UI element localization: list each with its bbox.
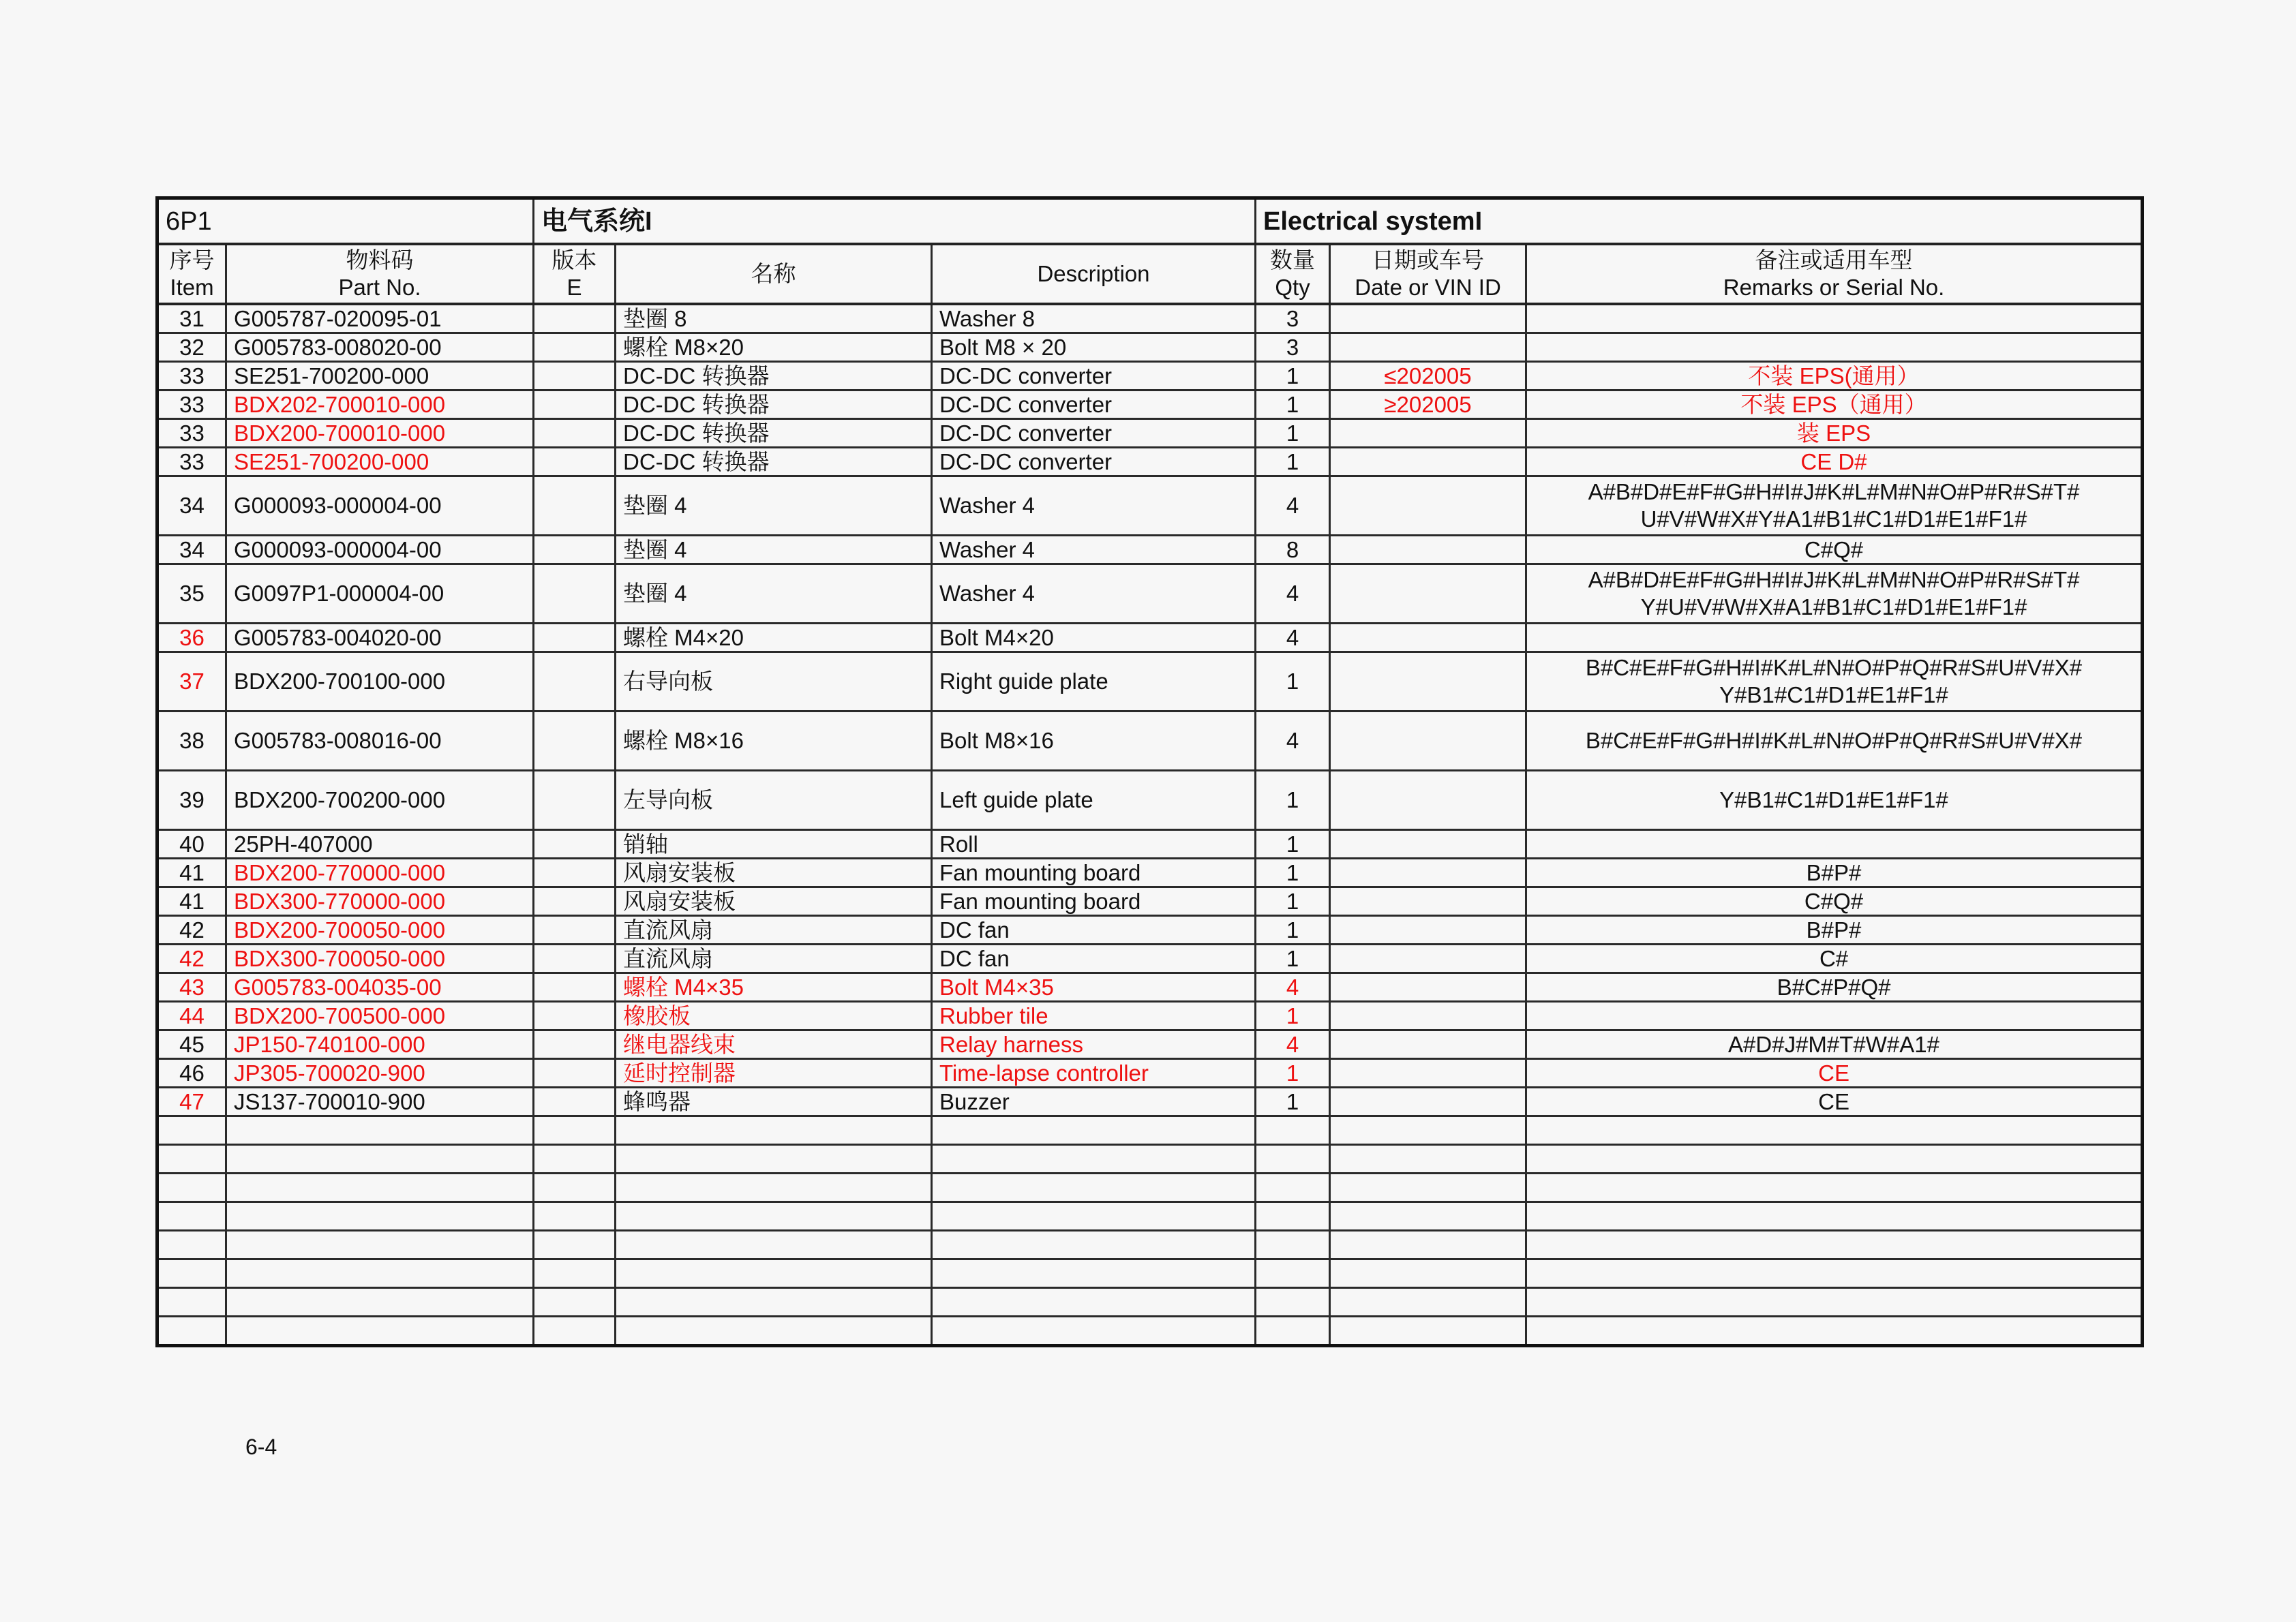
cell-part: G005783-004035-00 bbox=[226, 973, 534, 1002]
cell-remarks: 不装 EPS（通用） bbox=[1526, 391, 2143, 419]
header-part-no: 物料码 Part No. bbox=[226, 244, 534, 304]
cell-remarks: B#C#E#F#G#H#I#K#L#N#O#P#Q#R#S#U#V#X# bbox=[1526, 711, 2143, 771]
table-row bbox=[157, 830, 2143, 859]
empty-cell bbox=[534, 1202, 616, 1231]
table-row bbox=[157, 1059, 2143, 1088]
empty-cell bbox=[616, 1231, 932, 1259]
header-description: Description bbox=[932, 244, 1256, 304]
empty-cell bbox=[157, 1202, 226, 1231]
cell-desc: Bolt M8×16 bbox=[932, 711, 1256, 771]
empty-cell bbox=[1526, 1288, 2143, 1317]
cell-item: 40 bbox=[157, 830, 226, 859]
cell-part: JP305-700020-900 bbox=[226, 1059, 534, 1088]
page-number: 6-4 bbox=[245, 1435, 277, 1459]
header-date: 日期或车号 Date or VIN ID bbox=[1330, 244, 1526, 304]
cell-date bbox=[1330, 304, 1526, 333]
cell-part: G0097P1-000004-00 bbox=[226, 564, 534, 624]
cell-name: 螺栓 M4×20 bbox=[616, 624, 932, 652]
empty-cell bbox=[1256, 1116, 1330, 1145]
cell-part: BDX300-700050-000 bbox=[226, 945, 534, 973]
empty-cell bbox=[157, 1288, 226, 1317]
cell-item: 46 bbox=[157, 1059, 226, 1088]
empty-cell bbox=[1526, 1202, 2143, 1231]
cell-name: 垫圈 4 bbox=[616, 476, 932, 536]
cell-name: 螺栓 M8×16 bbox=[616, 711, 932, 771]
empty-cell bbox=[616, 1259, 932, 1288]
cell-desc: Fan mounting board bbox=[932, 887, 1256, 916]
cell-date bbox=[1330, 711, 1526, 771]
empty-row bbox=[157, 1231, 2143, 1259]
empty-cell bbox=[616, 1317, 932, 1346]
table-row bbox=[157, 333, 2143, 362]
table-row bbox=[157, 652, 2143, 711]
cell-remarks: 不装 EPS(通用） bbox=[1526, 362, 2143, 391]
table-row bbox=[157, 419, 2143, 448]
cell-name: 风扇安装板 bbox=[616, 859, 932, 887]
cell-date bbox=[1330, 859, 1526, 887]
cell-remarks: CE D# bbox=[1526, 448, 2143, 476]
cell-name: 垫圈 8 bbox=[616, 304, 932, 333]
cell-item: 34 bbox=[157, 476, 226, 536]
cell-remarks: Y#B1#C1#D1#E1#F1# bbox=[1526, 771, 2143, 830]
cell-part: BDX200-700200-000 bbox=[226, 771, 534, 830]
empty-cell bbox=[932, 1202, 1256, 1231]
empty-cell bbox=[534, 1116, 616, 1145]
empty-cell bbox=[932, 1288, 1256, 1317]
cell-remarks: CE bbox=[1526, 1059, 2143, 1088]
cell-part: BDX200-770000-000 bbox=[226, 859, 534, 887]
empty-cell bbox=[226, 1202, 534, 1231]
header-name: 名称 bbox=[616, 244, 932, 304]
empty-cell bbox=[1330, 1174, 1526, 1202]
cell-item: 41 bbox=[157, 859, 226, 887]
table-row bbox=[157, 945, 2143, 973]
cell-date bbox=[1330, 419, 1526, 448]
cell-desc: DC-DC converter bbox=[932, 419, 1256, 448]
cell-remarks bbox=[1526, 624, 2143, 652]
empty-row bbox=[157, 1116, 2143, 1145]
cell-rev bbox=[534, 945, 616, 973]
empty-cell bbox=[1330, 1259, 1526, 1288]
cell-qty: 1 bbox=[1256, 771, 1330, 830]
cell-rev bbox=[534, 1088, 616, 1116]
cell-rev bbox=[534, 1059, 616, 1088]
cell-part: 25PH-407000 bbox=[226, 830, 534, 859]
cell-date bbox=[1330, 1002, 1526, 1030]
cell-desc: Rubber tile bbox=[932, 1002, 1256, 1030]
cell-part: JS137-700010-900 bbox=[226, 1088, 534, 1116]
cell-part: BDX200-700100-000 bbox=[226, 652, 534, 711]
cell-part: G000093-000004-00 bbox=[226, 536, 534, 564]
cell-desc: DC-DC converter bbox=[932, 362, 1256, 391]
cell-rev bbox=[534, 887, 616, 916]
cell-part: SE251-700200-000 bbox=[226, 448, 534, 476]
cell-remarks: C#Q# bbox=[1526, 536, 2143, 564]
section-title-cn: 电气系统I bbox=[534, 198, 1256, 245]
empty-cell bbox=[616, 1288, 932, 1317]
cell-date bbox=[1330, 771, 1526, 830]
empty-cell bbox=[534, 1145, 616, 1174]
cell-rev bbox=[534, 916, 616, 945]
cell-name: DC-DC 转换器 bbox=[616, 362, 932, 391]
empty-cell bbox=[157, 1116, 226, 1145]
cell-rev bbox=[534, 973, 616, 1002]
cell-rev bbox=[534, 830, 616, 859]
cell-date bbox=[1330, 624, 1526, 652]
cell-desc: Buzzer bbox=[932, 1088, 1256, 1116]
cell-rev bbox=[534, 711, 616, 771]
cell-date bbox=[1330, 887, 1526, 916]
cell-name: 直流风扇 bbox=[616, 916, 932, 945]
cell-rev bbox=[534, 859, 616, 887]
cell-part: G005783-004020-00 bbox=[226, 624, 534, 652]
cell-name: 销轴 bbox=[616, 830, 932, 859]
cell-part: G005787-020095-01 bbox=[226, 304, 534, 333]
cell-desc: Roll bbox=[932, 830, 1256, 859]
table-row bbox=[157, 624, 2143, 652]
empty-cell bbox=[1330, 1145, 1526, 1174]
empty-cell bbox=[932, 1317, 1256, 1346]
cell-date bbox=[1330, 1030, 1526, 1059]
table-row bbox=[157, 362, 2143, 391]
empty-cell bbox=[534, 1174, 616, 1202]
cell-item: 35 bbox=[157, 564, 226, 624]
cell-qty: 1 bbox=[1256, 362, 1330, 391]
empty-cell bbox=[616, 1202, 932, 1231]
cell-item: 42 bbox=[157, 916, 226, 945]
cell-desc: Washer 4 bbox=[932, 536, 1256, 564]
table-row bbox=[157, 916, 2143, 945]
cell-qty: 8 bbox=[1256, 536, 1330, 564]
table-row bbox=[157, 1002, 2143, 1030]
cell-name: 垫圈 4 bbox=[616, 536, 932, 564]
cell-rev bbox=[534, 1002, 616, 1030]
cell-part: SE251-700200-000 bbox=[226, 362, 534, 391]
header-revision: 版本 E bbox=[534, 244, 616, 304]
cell-qty: 1 bbox=[1256, 652, 1330, 711]
table-row bbox=[157, 973, 2143, 1002]
cell-remarks: CE bbox=[1526, 1088, 2143, 1116]
cell-qty: 1 bbox=[1256, 945, 1330, 973]
cell-qty: 4 bbox=[1256, 564, 1330, 624]
cell-desc: Washer 8 bbox=[932, 304, 1256, 333]
cell-rev bbox=[534, 536, 616, 564]
cell-part: G000093-000004-00 bbox=[226, 476, 534, 536]
cell-date bbox=[1330, 652, 1526, 711]
empty-cell bbox=[157, 1317, 226, 1346]
table-row bbox=[157, 476, 2143, 536]
empty-cell bbox=[616, 1174, 932, 1202]
empty-cell bbox=[226, 1288, 534, 1317]
table-row bbox=[157, 391, 2143, 419]
empty-cell bbox=[226, 1231, 534, 1259]
cell-rev bbox=[534, 333, 616, 362]
cell-qty: 1 bbox=[1256, 448, 1330, 476]
empty-row bbox=[157, 1288, 2143, 1317]
cell-remarks: 装 EPS bbox=[1526, 419, 2143, 448]
cell-rev bbox=[534, 448, 616, 476]
cell-part: BDX200-700500-000 bbox=[226, 1002, 534, 1030]
cell-remarks bbox=[1526, 333, 2143, 362]
header-qty: 数量 Qty bbox=[1256, 244, 1330, 304]
cell-rev bbox=[534, 304, 616, 333]
cell-date bbox=[1330, 1088, 1526, 1116]
cell-name: 直流风扇 bbox=[616, 945, 932, 973]
cell-rev bbox=[534, 391, 616, 419]
empty-cell bbox=[157, 1145, 226, 1174]
empty-cell bbox=[226, 1174, 534, 1202]
empty-cell bbox=[1256, 1174, 1330, 1202]
cell-part: G005783-008020-00 bbox=[226, 333, 534, 362]
cell-desc: Fan mounting board bbox=[932, 859, 1256, 887]
cell-name: 风扇安装板 bbox=[616, 887, 932, 916]
empty-cell bbox=[1330, 1288, 1526, 1317]
cell-remarks: C# bbox=[1526, 945, 2143, 973]
table-row bbox=[157, 859, 2143, 887]
empty-cell bbox=[226, 1145, 534, 1174]
cell-remarks bbox=[1526, 1002, 2143, 1030]
cell-rev bbox=[534, 564, 616, 624]
cell-qty: 1 bbox=[1256, 1088, 1330, 1116]
cell-item: 31 bbox=[157, 304, 226, 333]
cell-name: 右导向板 bbox=[616, 652, 932, 711]
cell-remarks: B#C#E#F#G#H#I#K#L#N#O#P#Q#R#S#U#V#X# Y#B1#C1#D1#E1#F1# bbox=[1526, 652, 2143, 711]
cell-qty: 1 bbox=[1256, 391, 1330, 419]
cell-date: ≥202005 bbox=[1330, 391, 1526, 419]
cell-remarks: B#C#P#Q# bbox=[1526, 973, 2143, 1002]
header-row bbox=[157, 244, 2143, 304]
cell-part: JP150-740100-000 bbox=[226, 1030, 534, 1059]
cell-item: 42 bbox=[157, 945, 226, 973]
cell-rev bbox=[534, 476, 616, 536]
cell-date bbox=[1330, 916, 1526, 945]
cell-qty: 4 bbox=[1256, 711, 1330, 771]
table-row bbox=[157, 536, 2143, 564]
empty-cell bbox=[534, 1288, 616, 1317]
cell-rev bbox=[534, 624, 616, 652]
cell-rev bbox=[534, 771, 616, 830]
cell-rev bbox=[534, 652, 616, 711]
header-remarks: 备注或适用车型 Remarks or Serial No. bbox=[1526, 244, 2143, 304]
header-item: 序号 Item bbox=[157, 244, 226, 304]
cell-item: 39 bbox=[157, 771, 226, 830]
empty-cell bbox=[534, 1317, 616, 1346]
cell-part: BDX200-700050-000 bbox=[226, 916, 534, 945]
cell-name: 橡胶板 bbox=[616, 1002, 932, 1030]
empty-cell bbox=[1526, 1116, 2143, 1145]
cell-qty: 4 bbox=[1256, 1030, 1330, 1059]
cell-item: 47 bbox=[157, 1088, 226, 1116]
cell-desc: DC fan bbox=[932, 916, 1256, 945]
cell-desc: Washer 4 bbox=[932, 476, 1256, 536]
empty-cell bbox=[534, 1231, 616, 1259]
cell-qty: 1 bbox=[1256, 419, 1330, 448]
cell-remarks bbox=[1526, 304, 2143, 333]
cell-qty: 1 bbox=[1256, 1059, 1330, 1088]
cell-desc: Relay harness bbox=[932, 1030, 1256, 1059]
cell-remarks: A#B#D#E#F#G#H#I#J#K#L#M#N#O#P#R#S#T# Y#U#V#W#X#A1#B1#C1#D1#E1#F1# bbox=[1526, 564, 2143, 624]
table-row bbox=[157, 887, 2143, 916]
empty-row bbox=[157, 1317, 2143, 1346]
empty-cell bbox=[226, 1116, 534, 1145]
empty-cell bbox=[1330, 1231, 1526, 1259]
cell-part: G005783-008016-00 bbox=[226, 711, 534, 771]
empty-row bbox=[157, 1202, 2143, 1231]
cell-name: 螺栓 M4×35 bbox=[616, 973, 932, 1002]
cell-date bbox=[1330, 536, 1526, 564]
table-row bbox=[157, 304, 2143, 333]
empty-cell bbox=[226, 1317, 534, 1346]
parts-table bbox=[155, 196, 2144, 1347]
cell-date bbox=[1330, 476, 1526, 536]
cell-part: BDX202-700010-000 bbox=[226, 391, 534, 419]
cell-desc: Time-lapse controller bbox=[932, 1059, 1256, 1088]
cell-desc: DC-DC converter bbox=[932, 391, 1256, 419]
cell-item: 33 bbox=[157, 448, 226, 476]
table-row bbox=[157, 564, 2143, 624]
cell-qty: 4 bbox=[1256, 973, 1330, 1002]
cell-item: 45 bbox=[157, 1030, 226, 1059]
cell-qty: 1 bbox=[1256, 830, 1330, 859]
empty-cell bbox=[1526, 1174, 2143, 1202]
cell-item: 38 bbox=[157, 711, 226, 771]
cell-name: DC-DC 转换器 bbox=[616, 419, 932, 448]
empty-cell bbox=[616, 1116, 932, 1145]
cell-qty: 4 bbox=[1256, 476, 1330, 536]
cell-remarks: A#D#J#M#T#W#A1# bbox=[1526, 1030, 2143, 1059]
section-code: 6P1 bbox=[157, 198, 534, 245]
empty-cell bbox=[1526, 1231, 2143, 1259]
cell-date bbox=[1330, 945, 1526, 973]
title-row bbox=[157, 198, 2143, 245]
cell-date bbox=[1330, 448, 1526, 476]
empty-cell bbox=[157, 1259, 226, 1288]
empty-cell bbox=[1256, 1288, 1330, 1317]
cell-desc: Bolt M4×35 bbox=[932, 973, 1256, 1002]
table-row bbox=[157, 448, 2143, 476]
empty-cell bbox=[157, 1174, 226, 1202]
cell-qty: 3 bbox=[1256, 333, 1330, 362]
empty-cell bbox=[1256, 1259, 1330, 1288]
empty-row bbox=[157, 1259, 2143, 1288]
empty-cell bbox=[1526, 1259, 2143, 1288]
table-row bbox=[157, 1088, 2143, 1116]
empty-cell bbox=[226, 1259, 534, 1288]
cell-part: BDX200-700010-000 bbox=[226, 419, 534, 448]
cell-date bbox=[1330, 333, 1526, 362]
empty-cell bbox=[1256, 1202, 1330, 1231]
empty-cell bbox=[1256, 1231, 1330, 1259]
cell-date bbox=[1330, 830, 1526, 859]
cell-qty: 1 bbox=[1256, 887, 1330, 916]
cell-rev bbox=[534, 1030, 616, 1059]
cell-name: 螺栓 M8×20 bbox=[616, 333, 932, 362]
cell-item: 34 bbox=[157, 536, 226, 564]
empty-row bbox=[157, 1174, 2143, 1202]
empty-row bbox=[157, 1145, 2143, 1174]
empty-cell bbox=[1256, 1317, 1330, 1346]
empty-cell bbox=[932, 1259, 1256, 1288]
cell-name: DC-DC 转换器 bbox=[616, 448, 932, 476]
cell-qty: 1 bbox=[1256, 916, 1330, 945]
cell-desc: DC fan bbox=[932, 945, 1256, 973]
cell-desc: Washer 4 bbox=[932, 564, 1256, 624]
cell-name: 垫圈 4 bbox=[616, 564, 932, 624]
cell-qty: 3 bbox=[1256, 304, 1330, 333]
table-row bbox=[157, 1030, 2143, 1059]
cell-date bbox=[1330, 1059, 1526, 1088]
empty-cell bbox=[1526, 1145, 2143, 1174]
cell-item: 32 bbox=[157, 333, 226, 362]
cell-desc: Left guide plate bbox=[932, 771, 1256, 830]
empty-cell bbox=[932, 1116, 1256, 1145]
cell-qty: 1 bbox=[1256, 1002, 1330, 1030]
cell-item: 43 bbox=[157, 973, 226, 1002]
empty-cell bbox=[932, 1231, 1256, 1259]
empty-cell bbox=[932, 1145, 1256, 1174]
cell-part: BDX300-770000-000 bbox=[226, 887, 534, 916]
cell-rev bbox=[534, 362, 616, 391]
empty-cell bbox=[1330, 1116, 1526, 1145]
cell-name: 继电器线束 bbox=[616, 1030, 932, 1059]
cell-remarks bbox=[1526, 830, 2143, 859]
cell-item: 33 bbox=[157, 419, 226, 448]
cell-desc: DC-DC converter bbox=[932, 448, 1256, 476]
cell-date bbox=[1330, 973, 1526, 1002]
cell-date bbox=[1330, 564, 1526, 624]
empty-cell bbox=[1330, 1317, 1526, 1346]
cell-item: 36 bbox=[157, 624, 226, 652]
cell-remarks: C#Q# bbox=[1526, 887, 2143, 916]
table-row bbox=[157, 771, 2143, 830]
cell-qty: 4 bbox=[1256, 624, 1330, 652]
empty-cell bbox=[1256, 1145, 1330, 1174]
cell-desc: Bolt M8 × 20 bbox=[932, 333, 1256, 362]
cell-item: 33 bbox=[157, 362, 226, 391]
empty-cell bbox=[616, 1145, 932, 1174]
empty-cell bbox=[1330, 1202, 1526, 1231]
empty-cell bbox=[534, 1259, 616, 1288]
cell-remarks: B#P# bbox=[1526, 859, 2143, 887]
cell-date: ≤202005 bbox=[1330, 362, 1526, 391]
cell-item: 37 bbox=[157, 652, 226, 711]
cell-item: 41 bbox=[157, 887, 226, 916]
cell-qty: 1 bbox=[1256, 859, 1330, 887]
cell-remarks: A#B#D#E#F#G#H#I#J#K#L#M#N#O#P#R#S#T# U#V#W#X#Y#A1#B1#C1#D1#E1#F1# bbox=[1526, 476, 2143, 536]
cell-name: DC-DC 转换器 bbox=[616, 391, 932, 419]
cell-name: 左导向板 bbox=[616, 771, 932, 830]
cell-name: 蜂鸣器 bbox=[616, 1088, 932, 1116]
section-title-en: Electrical systemI bbox=[1256, 198, 2143, 245]
empty-cell bbox=[157, 1231, 226, 1259]
empty-cell bbox=[1526, 1317, 2143, 1346]
empty-cell bbox=[932, 1174, 1256, 1202]
cell-desc: Right guide plate bbox=[932, 652, 1256, 711]
cell-rev bbox=[534, 419, 616, 448]
cell-remarks: B#P# bbox=[1526, 916, 2143, 945]
cell-desc: Bolt M4×20 bbox=[932, 624, 1256, 652]
cell-name: 延时控制器 bbox=[616, 1059, 932, 1088]
table-row bbox=[157, 711, 2143, 771]
cell-item: 44 bbox=[157, 1002, 226, 1030]
cell-item: 33 bbox=[157, 391, 226, 419]
